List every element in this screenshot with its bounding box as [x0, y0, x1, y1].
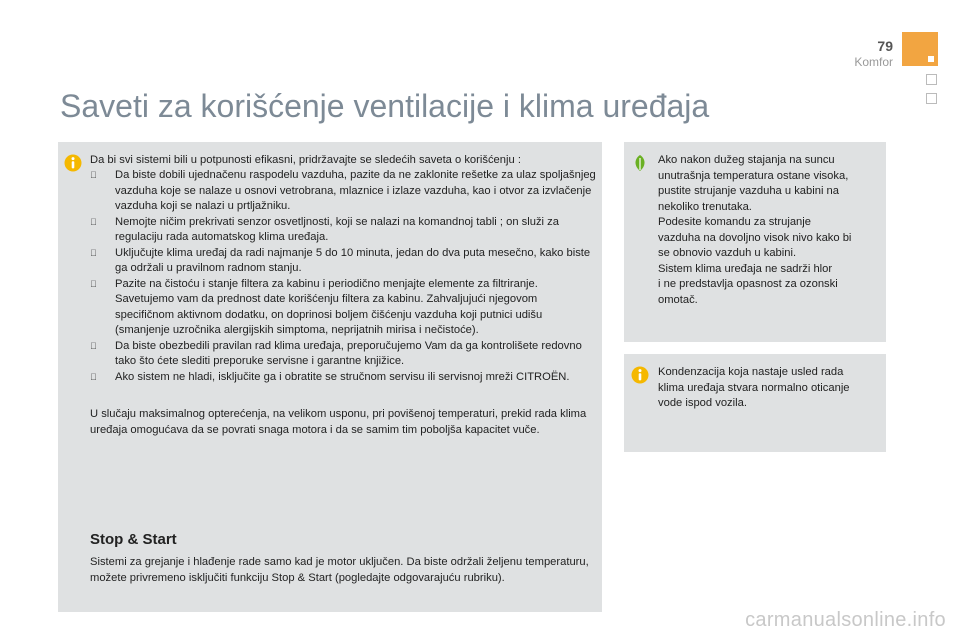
stop-start-heading: Stop & Start [90, 531, 177, 548]
closing-paragraph: U slučaju maksimalnog opterećenja, na velikom usponu, pri povišenoj temperaturi, prekid rada klima uređaja omogućava da se povrati snaga motora i da se samim tim poboljša kapacitet vuče. [90, 408, 587, 436]
tips-panel [58, 142, 602, 612]
list-item [90, 215, 596, 246]
condensation-note-text [658, 365, 880, 412]
list-item-text: Da biste dobili ujednačenu raspodelu vazduha, pazite da ne zaklonite rešetke za ulaz spoljašnjeg vazduha koje se nalaze u osnovi vetrobrana, mlaznice i izlaze vazduha, kao i otvor za izvlačenje vazduha koji se nalazi u prtljažniku. [115, 169, 596, 212]
list-item [90, 168, 596, 215]
eco-tip-text [658, 153, 880, 308]
text-line: Sistem klima uređaja ne sadrži hlor [658, 262, 833, 275]
page-title: Saveti za korišćenje ventilacije i klima uređaja [60, 88, 710, 124]
tips-list [90, 168, 596, 385]
list-item [90, 277, 596, 339]
list-item-text: Ako sistem ne hladi, isključite ga i obratite se stručnom servisu ili servisnoj mreži CITROËN. [115, 370, 570, 383]
bullet-marker [90, 277, 106, 293]
condensation-note-panel [624, 354, 886, 452]
text-line: Podesite komandu za strujanje [658, 216, 811, 228]
eco-tip-panel [624, 142, 886, 342]
bullet-marker [90, 370, 106, 386]
page-number: 79 [877, 38, 893, 54]
text-line: nekoliko trenutaka. [658, 200, 752, 213]
text-line: Ako nakon dužeg stajanja na suncu [658, 154, 835, 166]
chapter-tab[interactable] [926, 93, 937, 104]
text-line: vode ispod vozila. [658, 397, 747, 409]
list-item [90, 339, 596, 370]
list-item-text: Nemojte ničim prekrivati senzor osvetljnosti, koji se nalazi na komandnoj tabli ; on služi za regulaciju rada automatskog klima uređaja. [115, 215, 559, 243]
text-line: unutrašnja temperatura ostane visoka, [658, 169, 849, 182]
bullet-marker [90, 168, 106, 184]
info-icon [631, 366, 649, 384]
list-item-text: Pazite na čistoću i stanje filtera za kabinu i periodično menjajte elemente za filtriranje. Savetujemo vam da prednost date korišćenju filtera za kabinu. Zahvaljujući njegovom specifičnom aktivnom dodatku, on doprinosi boljem čišćenju vazduha koji putnici udišu (smanjenje uzročnika alergijskih simptoma, neprijatnih mirisa i nečistoće). [115, 277, 543, 336]
info-icon [64, 154, 82, 172]
watermark: carmanualsonline.info [745, 609, 946, 631]
text-line: i ne predstavlja opasnost za ozonski [658, 278, 838, 290]
section-name: Komfor [854, 55, 893, 69]
list-item [90, 246, 596, 277]
chapter-tab[interactable] [926, 74, 937, 85]
eco-leaf-icon [631, 154, 649, 172]
text-line: pustite strujanje vazduha u kabini na [658, 185, 839, 197]
text-line: klima uređaja stvara normalno oticanje [658, 381, 850, 394]
list-item-text: Uključujte klima uređaj da radi najmanje 5 do 10 minuta, jedan do dva puta mesečno, kako biste ga održali u pravilnom radnom stanju. [115, 246, 591, 274]
chapter-tab-active[interactable] [902, 32, 938, 66]
text-line: Kondenzacija koja nastaje usled rada [658, 366, 844, 378]
text-line: se obnovio vazduh u kabini. [658, 247, 797, 259]
bullet-marker [90, 339, 106, 355]
text-line: vazduha na dovoljno visok nivo kako bi [658, 231, 852, 244]
text-line: omotač. [658, 293, 698, 306]
bullet-marker [90, 246, 106, 262]
bullet-marker [90, 215, 106, 231]
stop-start-paragraph: Sistemi za grejanje i hlađenje rade samo kad je motor uključen. Da biste održali željenu temperaturu, možete privremeno isključiti funkciju Stop & Start (pogledajte odgovarajuću rubriku). [90, 556, 589, 584]
list-item [90, 370, 596, 386]
list-item-text: Da biste obezbedili pravilan rad klima uređaja, preporučujemo Vam da ga kontrolišete redovno tako što ćete slediti preporuke servisne i garantne knjižice. [115, 339, 582, 367]
tips-intro: Da bi svi sistemi bili u potpunosti efikasni, pridržavajte se sledećih saveta o korišćenju : [90, 154, 521, 166]
